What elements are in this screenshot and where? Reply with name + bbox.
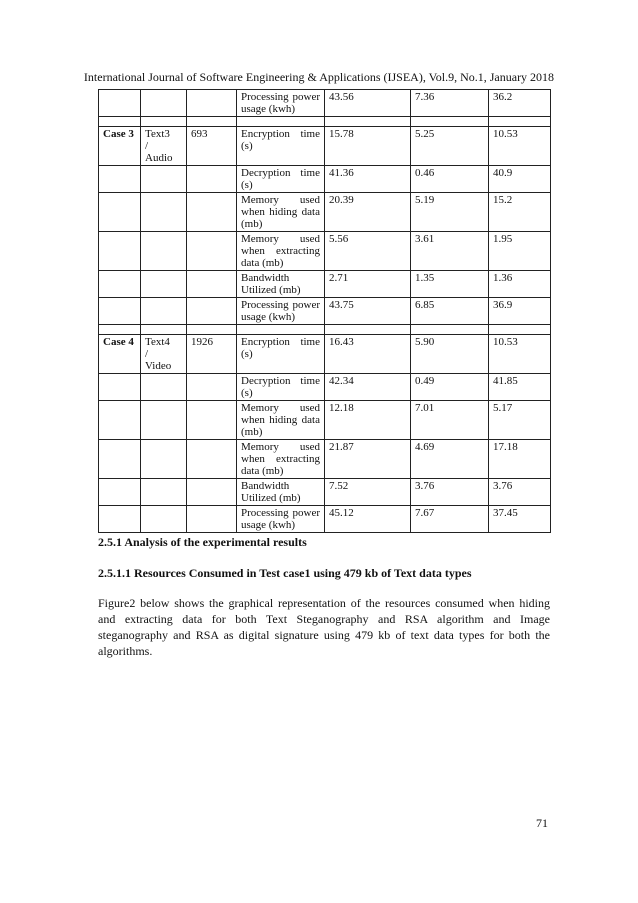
value-cell: 16.43 [325,335,411,374]
value-cell: 5.25 [411,127,489,166]
value-cell: 15.2 [489,193,551,232]
empty-cell [99,506,141,533]
metric-cell: Decryption time (s) [237,374,325,401]
empty-cell [99,232,141,271]
spacer-row [99,325,551,335]
empty-cell [141,298,187,325]
empty-cell [141,271,187,298]
metric-cell: Processing power usage (kwh) [237,506,325,533]
empty-cell [99,401,141,440]
table-row [99,232,551,271]
value-cell: 7.36 [411,90,489,117]
empty-cell [187,325,237,335]
empty-cell [141,117,187,127]
spacer-row [99,117,551,127]
value-cell: 17.18 [489,440,551,479]
data-type-part: Text4 [145,336,170,348]
empty-cell [141,506,187,533]
value-cell: 21.87 [325,440,411,479]
metric-cell: Bandwidth Utilized (mb) [237,479,325,506]
value-cell: 0.46 [411,166,489,193]
table-row [99,506,551,533]
empty-cell [141,166,187,193]
empty-cell [237,325,325,335]
empty-cell [187,193,237,232]
value-cell: 1.35 [411,271,489,298]
table-row [99,374,551,401]
empty-cell [187,298,237,325]
value-cell: 3.76 [411,479,489,506]
empty-cell [141,325,187,335]
metric-cell: Memory used when hiding data (mb) [237,193,325,232]
value-cell: 0.49 [411,374,489,401]
empty-cell [187,232,237,271]
empty-cell [141,401,187,440]
empty-cell [187,440,237,479]
data-type-cell [141,335,187,374]
value-cell: 20.39 [325,193,411,232]
table-row [99,127,551,166]
results-table [98,89,551,533]
value-cell: 15.78 [325,127,411,166]
table-row [99,271,551,298]
value-cell: 40.9 [489,166,551,193]
empty-cell [187,374,237,401]
empty-cell [99,325,141,335]
empty-cell [411,117,489,127]
value-cell: 36.2 [489,90,551,117]
value-cell: 37.45 [489,506,551,533]
data-type-part: Text3 [145,128,170,140]
table-row [99,193,551,232]
value-cell: 5.19 [411,193,489,232]
value-cell: 5.90 [411,335,489,374]
value-cell: 3.61 [411,232,489,271]
value-cell: 12.18 [325,401,411,440]
metric-cell: Processing power usage (kwh) [237,298,325,325]
data-type-part: / [145,348,149,360]
empty-cell [141,193,187,232]
table-row [99,166,551,193]
data-type-part: Audio [145,152,173,164]
empty-cell [99,193,141,232]
data-size-cell: 1926 [187,335,237,374]
page-number: 71 [536,816,548,830]
empty-cell [325,117,411,127]
value-cell: 4.69 [411,440,489,479]
value-cell: 3.76 [489,479,551,506]
value-cell: 7.01 [411,401,489,440]
empty-cell [187,271,237,298]
empty-cell [99,271,141,298]
empty-cell [141,232,187,271]
value-cell: 45.12 [325,506,411,533]
value-cell: 2.71 [325,271,411,298]
metric-cell: Encryption time (s) [237,335,325,374]
data-type-part: / [145,140,149,152]
value-cell: 5.17 [489,401,551,440]
value-cell: 1.95 [489,232,551,271]
empty-cell [99,374,141,401]
empty-cell [411,325,489,335]
empty-cell [187,166,237,193]
case-label: Case 4 [99,335,141,374]
metric-cell: Encryption time (s) [237,127,325,166]
metric-cell: Processing power usage (kwh) [237,90,325,117]
section-heading: 2.5.1 Analysis of the experimental results [98,535,307,549]
metric-cell: Decryption time (s) [237,166,325,193]
value-cell: 36.9 [489,298,551,325]
value-cell: 5.56 [325,232,411,271]
empty-cell [99,298,141,325]
empty-cell [187,506,237,533]
empty-cell [99,117,141,127]
value-cell: 6.85 [411,298,489,325]
table-row [99,401,551,440]
value-cell: 42.34 [325,374,411,401]
table-row [99,335,551,374]
empty-cell [141,90,187,117]
empty-cell [99,90,141,117]
empty-cell [141,479,187,506]
table-row [99,440,551,479]
value-cell: 41.85 [489,374,551,401]
value-cell: 43.56 [325,90,411,117]
value-cell: 10.53 [489,335,551,374]
empty-cell [99,166,141,193]
value-cell: 7.67 [411,506,489,533]
empty-cell [99,479,141,506]
value-cell: 41.36 [325,166,411,193]
empty-cell [99,440,141,479]
value-cell: 1.36 [489,271,551,298]
case-label: Case 3 [99,127,141,166]
empty-cell [325,325,411,335]
value-cell: 7.52 [325,479,411,506]
metric-cell: Memory used when hiding data (mb) [237,401,325,440]
empty-cell [187,479,237,506]
empty-cell [187,117,237,127]
journal-header: International Journal of Software Engineering & Applications (IJSEA), Vol.9, No.1, January 2018 [83,70,555,84]
empty-cell [141,374,187,401]
empty-cell [187,90,237,117]
body-paragraph: Figure2 below shows the graphical representation of the resources consumed when hiding and extracting data for both Text Steganography and RSA algorithm and Image steganography and RSA as digital signature using 479 kb of text data types for both the algorithms. [98,596,550,658]
data-size-cell: 693 [187,127,237,166]
empty-cell [141,440,187,479]
empty-cell [187,401,237,440]
empty-cell [489,325,551,335]
empty-cell [237,117,325,127]
value-cell: 43.75 [325,298,411,325]
table-row [99,90,551,117]
value-cell: 10.53 [489,127,551,166]
data-type-cell [141,127,187,166]
metric-cell: Memory used when extracting data (mb) [237,440,325,479]
metric-cell: Bandwidth Utilized (mb) [237,271,325,298]
empty-cell [489,117,551,127]
subsection-heading: 2.5.1.1 Resources Consumed in Test case1 using 479 kb of Text data types [98,566,472,580]
table-row [99,479,551,506]
data-type-part: Video [145,360,172,372]
metric-cell: Memory used when extracting data (mb) [237,232,325,271]
table-row [99,298,551,325]
